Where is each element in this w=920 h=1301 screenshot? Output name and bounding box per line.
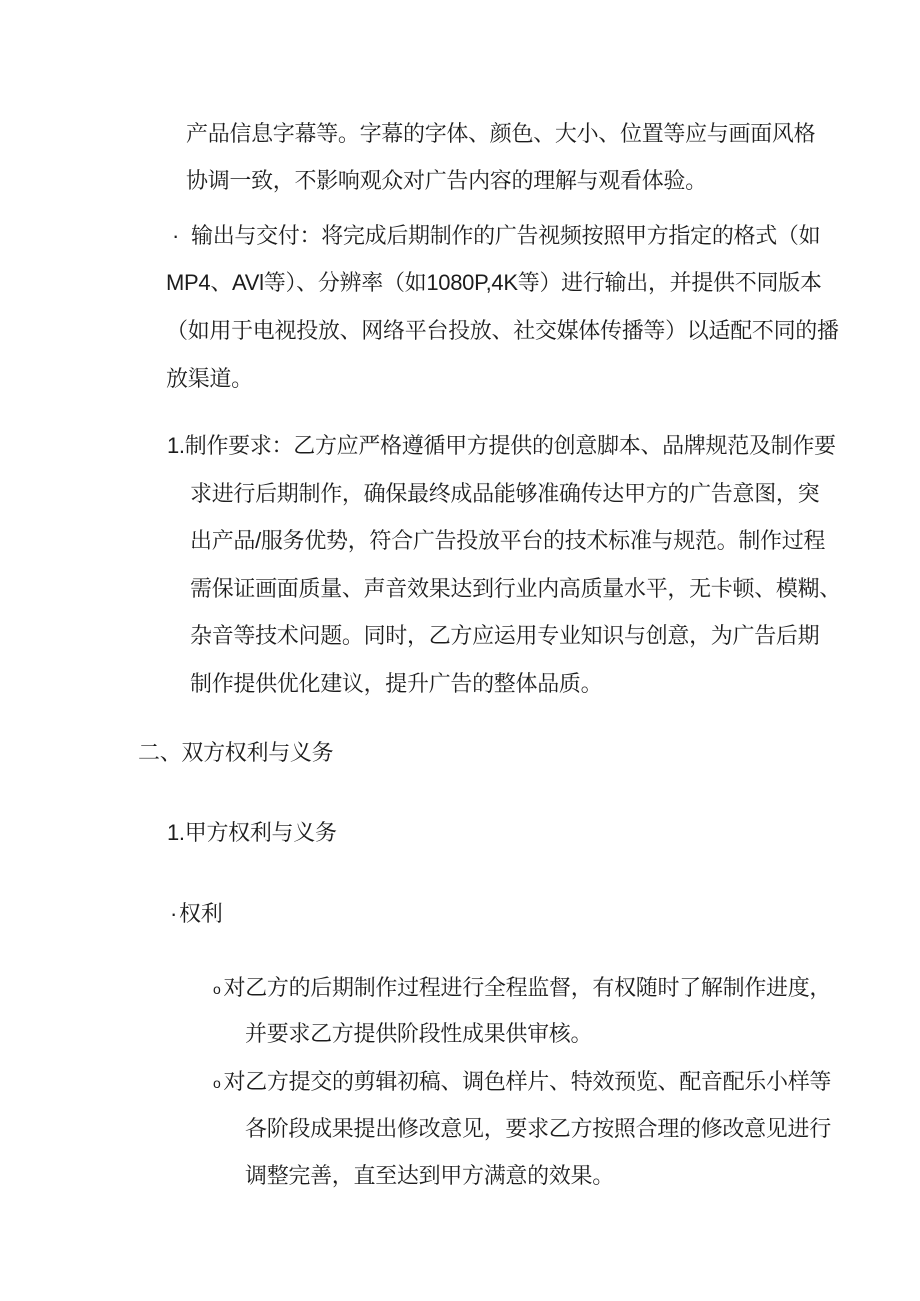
doc-line: 产品信息字幕等。字幕的字体、颜色、大小、位置等应与画面风格 [186,121,816,146]
doc-line: 1.制作要求：乙方应严格遵循甲方提供的创意脚本、品牌规范及制作要 [167,433,836,458]
doc-line-text: 输出与交付：将完成后期制作的广告视频按照甲方指定的格式（如 [191,223,821,248]
doc-line: 需保证画面质量、声音效果达到行业内高质量水平，无卡顿、模糊、 [190,576,842,601]
doc-line: MP4、AVl等）、分辨率（如1080P,4K等）进行输出，并提供不同版本 [166,270,822,295]
doc-line-text: 对乙方的后期制作过程进行全程监督，有权随时了解制作进度， [223,975,832,1000]
doc-line: 出产品/服务优势，符合广告投放平台的技术标准与规范。制作过程 [190,528,826,553]
doc-line [170,899,222,929]
doc-line: 杂音等技术问题。同时，乙方应运用专业知识与创意，为广告后期 [190,623,820,648]
doc-line: 制作提供优化建议，提升广告的整体品质。 [190,671,603,696]
doc-line: （如用于电视投放、网络平台投放、社交媒体传播等）以适配不同的播 [166,318,839,343]
doc-line-text: 权利 [179,901,223,926]
doc-line: 并要求乙方提供阶段性成果供审核。 [245,1021,593,1046]
doc-line: 放渠道。 [166,366,253,391]
bullet-icon: · [170,901,178,926]
doc-line [213,973,831,1005]
doc-line: 各阶段成果提出修改意见，要求乙方按照合理的修改意见进行 [245,1116,831,1141]
doc-line [213,1067,831,1099]
doc-line [172,221,820,251]
doc-line: 调整完善，直至达到甲方满意的效果。 [245,1163,614,1188]
subsection-heading: 1.甲方权利与义务 [167,820,337,845]
section-heading: 二、双方权利与义务 [138,740,334,765]
bullet-icon: · [172,223,180,248]
doc-line: 求进行后期制作，确保最终成品能够准确传达甲方的广告意图，突 [190,481,820,506]
doc-line: 协调一致，不影响观众对广告内容的理解与观看体验。 [186,168,707,193]
sub-bullet-icon: o [213,981,221,997]
sub-bullet-icon: o [213,1075,221,1091]
doc-line-text: 对乙方提交的剪辑初稿、调色样片、特效预览、配音配乐小样等 [223,1069,832,1094]
